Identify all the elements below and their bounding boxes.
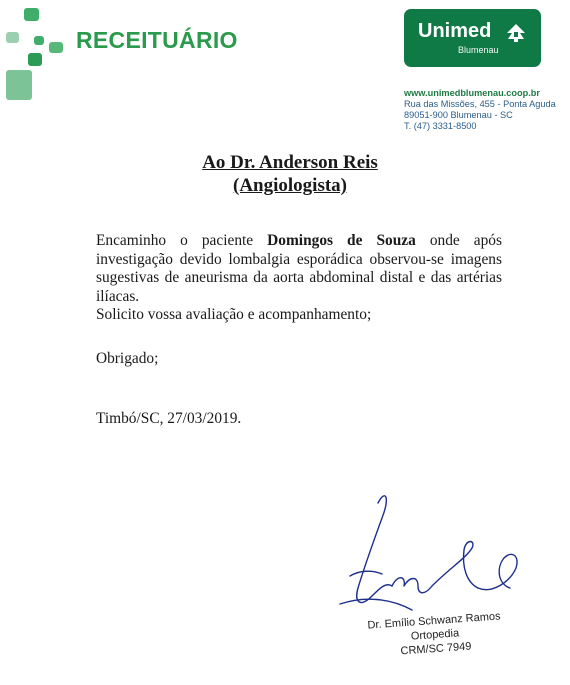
place-date: Timbó/SC, 27/03/2019.: [96, 410, 242, 427]
doctor-specialty: Ortopedia: [410, 627, 460, 643]
document-title: RECEITUÁRIO: [76, 27, 238, 53]
recipient-name: Ao Dr. Anderson Reis: [202, 152, 378, 173]
brand-mosaic-logo: [6, 8, 66, 103]
doctor-name: Dr. Emílio Schwanz Ramos: [367, 610, 501, 632]
letter-body: [96, 232, 502, 325]
address-line-1: Rua das Missões, 455 - Ponta Aguda: [404, 99, 556, 109]
referral-findings: onde após investigação devido lombalgia esporádica observou-se imagens sugestivas de aneurisma da aorta abdominal distal e das artérias ilíacas.: [96, 232, 502, 305]
unimed-logo: [404, 9, 541, 67]
referral-intro: Encaminho o paciente: [96, 232, 268, 249]
logo-name: Unimed: [418, 20, 492, 42]
phone-number: T. (47) 3331-8500: [404, 121, 477, 131]
patient-name: Domingos de Souza: [267, 232, 416, 249]
handwritten-signature: [320, 478, 540, 628]
referral-paragraph: [96, 232, 502, 306]
unimed-tree-icon: [505, 23, 527, 43]
doctor-crm: CRM/SC 7949: [400, 640, 472, 658]
recipient-specialty: (Angiologista): [233, 175, 347, 196]
request-paragraph: Solicito vossa avaliação e acompanhamento;: [96, 306, 372, 323]
closing-thanks: Obrigado;: [96, 350, 159, 367]
address-line-2: 89051-900 Blumenau - SC: [404, 110, 513, 120]
contact-block: [404, 88, 569, 132]
logo-city: Blumenau: [458, 45, 499, 55]
recipient-heading: [150, 151, 430, 197]
website-link[interactable]: www.unimedblumenau.coop.br: [404, 88, 540, 98]
